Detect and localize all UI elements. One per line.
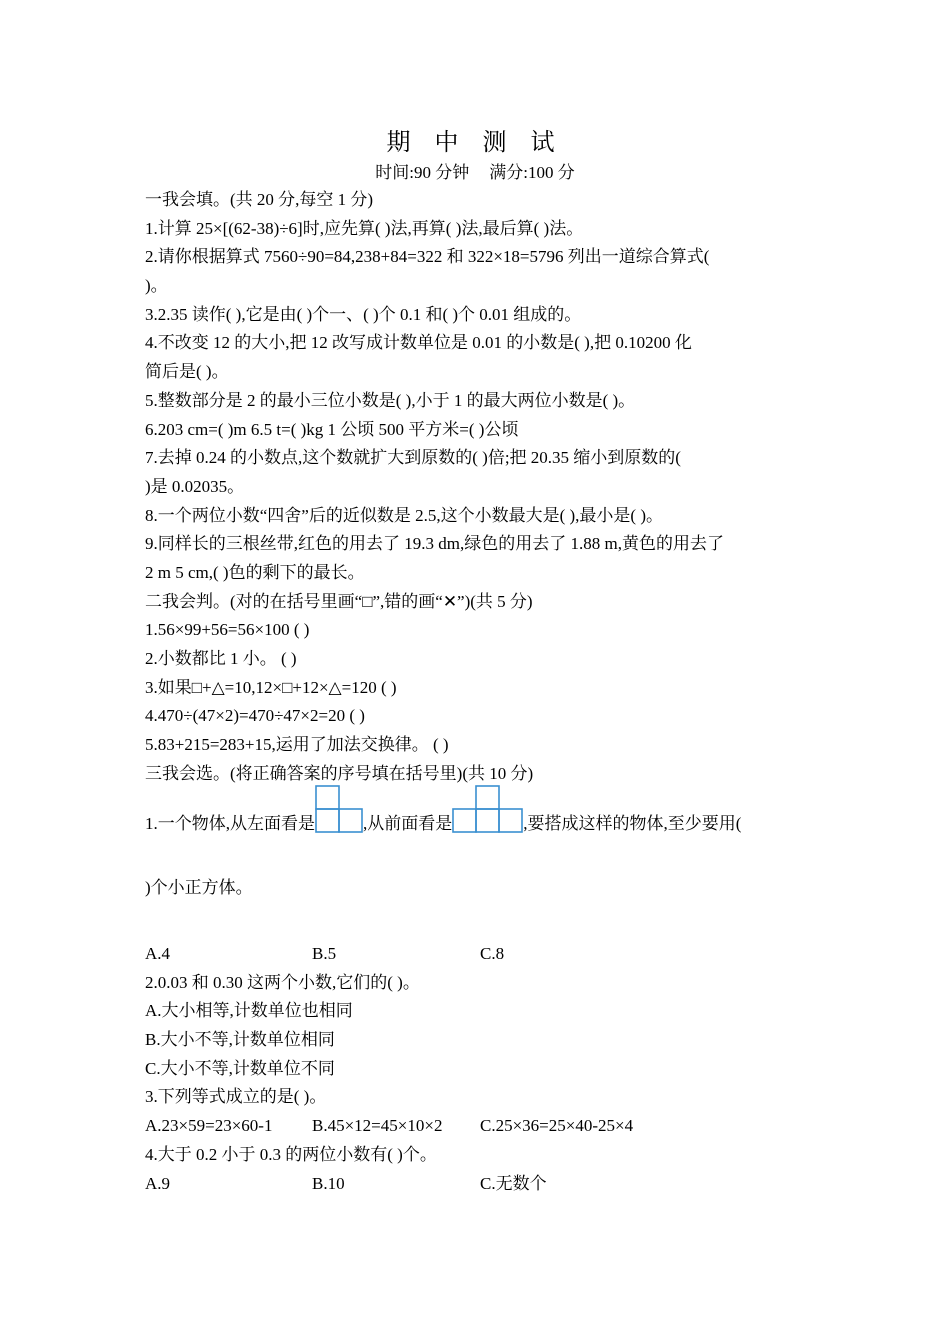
question-line: 3.2.35 读作( ),它是由( )个一、( )个 0.1 和( )个 0.01 组成的。 bbox=[145, 304, 582, 324]
judge-item: 4.470÷(47×2)=470÷47×2=20 ( ) bbox=[145, 706, 365, 726]
question-line: 6.203 cm=( )m 6.5 t=( )kg 1 公顷 500 平方米=( )公顷 bbox=[145, 419, 519, 439]
section-heading-fill: 一我会填。(共 20 分,每空 1 分) bbox=[145, 190, 374, 209]
judge-item: 3.如果□+△=10,12×□+12×△=120 ( ) bbox=[145, 677, 397, 697]
section-heading-judge: 二我会判。(对的在括号里画“□”,错的画“✕”)(共 5 分) bbox=[145, 591, 533, 611]
question-line: 简后是( )。 bbox=[145, 362, 229, 382]
question-text: )个小正方体。 bbox=[145, 878, 253, 897]
option-a: A.4 bbox=[145, 944, 171, 963]
question-line: 5.整数部分是 2 的最小三位小数是( ),小于 1 的最大两位小数是( )。 bbox=[145, 390, 636, 410]
question-text: 1.一个物体,从左面看是 bbox=[145, 814, 315, 833]
option-a: A.23×59=23×60-1 bbox=[145, 1116, 273, 1136]
option-b: B.45×12=45×10×2 bbox=[312, 1116, 443, 1136]
full-score: 满分:100 分 bbox=[489, 163, 575, 182]
judge-item: 1.56×99+56=56×100 ( ) bbox=[145, 620, 310, 640]
question-stem: 2.0.03 和 0.30 这两个小数,它们的( )。 bbox=[145, 972, 420, 992]
question-line: 4.不改变 12 的大小,把 12 改写成计数单位是 0.01 的小数是( ),把 0.10200 化 bbox=[145, 333, 692, 353]
option-c: C.25×36=25×40-25×4 bbox=[480, 1116, 634, 1136]
option-a: A.9 bbox=[145, 1173, 171, 1193]
option-a: A.大小相等,计数单位也相同 bbox=[145, 1001, 353, 1021]
option-row bbox=[145, 940, 815, 969]
question-text: ,从前面看是 bbox=[363, 814, 453, 833]
option-c: C.无数个 bbox=[480, 1173, 547, 1193]
time-limit: 时间:90 分钟 bbox=[375, 163, 470, 182]
question-text: ,要搭成这样的物体,至少要用( bbox=[523, 814, 742, 833]
question-line: 7.去掉 0.24 的小数点,这个数就扩大到原数的( )倍;把 20.35 缩小到原数的( bbox=[145, 448, 681, 468]
judge-item: 5.83+215=283+15,运用了加法交换律。 ( ) bbox=[145, 735, 449, 755]
front-view-figure bbox=[452, 785, 523, 833]
judge-item: 2.小数都比 1 小。 ( ) bbox=[145, 649, 297, 668]
exam-info bbox=[0, 158, 950, 183]
option-row bbox=[145, 1112, 815, 1141]
question-line: 2 m 5 cm,( )色的剩下的最长。 bbox=[145, 562, 365, 582]
exam-part-1-2 bbox=[145, 186, 815, 788]
question-line: 9.同样长的三根丝带,红色的用去了 19.3 dm,绿色的用去了 1.88 m,黄色的用去了 bbox=[145, 534, 724, 554]
choice-question-1 bbox=[145, 785, 741, 835]
option-c: C.8 bbox=[480, 944, 505, 963]
question-line: )。 bbox=[145, 276, 168, 296]
section-heading-choose: 三我会选。(将正确答案的序号填在括号里)(共 10 分) bbox=[145, 763, 534, 783]
question-line: 8.一个两位小数“四舍”后的近似数是 2.5,这个小数最大是( ),最小是( )。 bbox=[145, 505, 663, 525]
option-b: B.5 bbox=[312, 944, 337, 963]
question-line: )是 0.02035。 bbox=[145, 476, 245, 496]
question-line: 1.计算 25×[(62-38)÷6]时,应先算( )法,再算( )法,最后算( )法。 bbox=[145, 218, 584, 238]
page-title: 期 中 测 试 bbox=[386, 130, 564, 156]
exam-part-3 bbox=[145, 940, 815, 1198]
question-stem: 4.大于 0.2 小于 0.3 的两位小数有( )个。 bbox=[145, 1144, 437, 1164]
question-stem: 3.下列等式成立的是( )。 bbox=[145, 1087, 327, 1107]
option-c: C.大小不等,计数单位不同 bbox=[145, 1058, 335, 1078]
option-b: B.10 bbox=[312, 1173, 345, 1193]
question-line: 2.请你根据算式 7560÷90=84,238+84=322 和 322×18=5796 列出一道综合算式( bbox=[145, 247, 710, 267]
option-row bbox=[145, 1170, 815, 1199]
option-b: B.大小不等,计数单位相同 bbox=[145, 1030, 335, 1050]
left-view-figure bbox=[315, 785, 363, 833]
